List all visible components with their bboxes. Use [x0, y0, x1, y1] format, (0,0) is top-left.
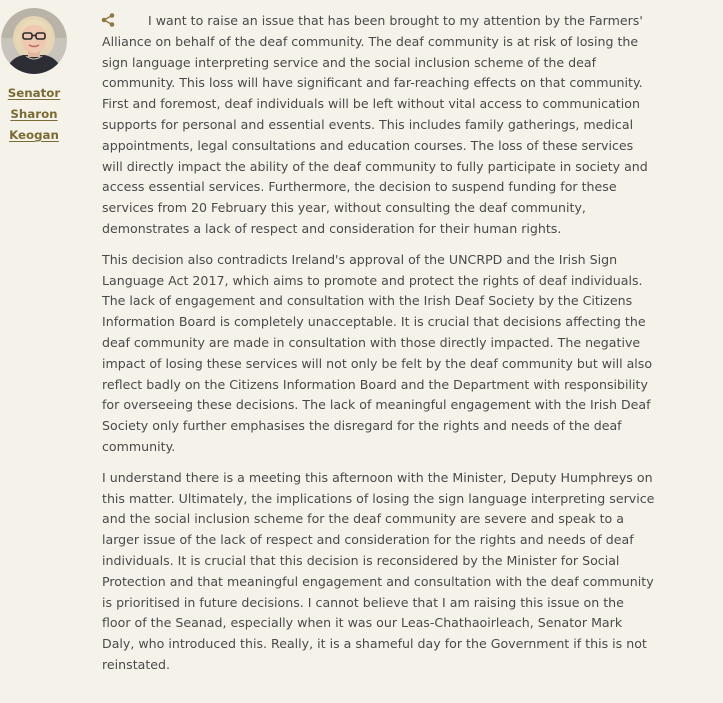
speech-body: [102, 11, 656, 686]
speech-paragraph: I understand there is a meeting this afternoon with the Minister, Deputy Humphreys on this matter. Ultimately, the implications of losing the sign language interpreting service and the social inclusion scheme for the deaf community are severe and speak to a larger issue of the lack of respect and consideration for the rights and needs of deaf individuals. It is crucial that this decision is reconsidered by the Minister for Social Protection and that meaningful engagement and consultation with the deaf community is prioritised in future decisions. I cannot believe that I am raising this issue on the floor of the Seanad, especially when it was our Leas-Chathaoirleach, Senator Mark Daly, who introduced this. Really, it is a shameful day for the Government if this is not reinstated.: [102, 469, 655, 672]
speaker-name-line: Senator: [7, 86, 61, 100]
speaker-name-line: Keogan: [9, 128, 59, 142]
speaker-avatar[interactable]: [1, 8, 67, 74]
speech-paragraph: This decision also contradicts Ireland's approval of the UNCRPD and the Irish Sign Language Act 2017, which aims to promote and protect the rights of deaf individuals. The lack of engagement and consultation with the Irish Deaf Society by the Citizens Information Board is completely unacceptable. It is crucial that decisions affecting the deaf community are made in consultation with those directly impacted. The negative impact of losing these services will not only be felt by the deaf community but will also reflect badly on the Citizens Information Board and the Department with responsibility for overseeing these decisions. The lack of meaningful engagement with the Irish Deaf Society only further emphasises the disregard for the rights and needs of the deaf community.: [102, 251, 653, 454]
speech-paragraph: I want to raise an issue that has been brought to my attention by the Farmers' Alliance on behalf of the deaf community. The deaf community is at risk of losing the sign language interpreting service and the social inclusion scheme of the deaf community. This loss will have significant and far-reaching effects on that community. First and foremost, deaf individuals will be left without vital access to communication supports for personal and essential events. This includes family gatherings, medical appointments, legal consultations and education courses. The loss of these services will directly impact the ability of the deaf community to fully participate in society and access essential services. Furthermore, the decision to suspend funding for these services from 20 February this year, without consulting the deaf community, demonstrates a lack of respect and consideration for their human rights.: [102, 13, 648, 236]
speaker-name-link[interactable]: [0, 83, 68, 146]
speaker-panel: [0, 8, 68, 146]
speaker-name-line: Sharon: [10, 107, 58, 121]
